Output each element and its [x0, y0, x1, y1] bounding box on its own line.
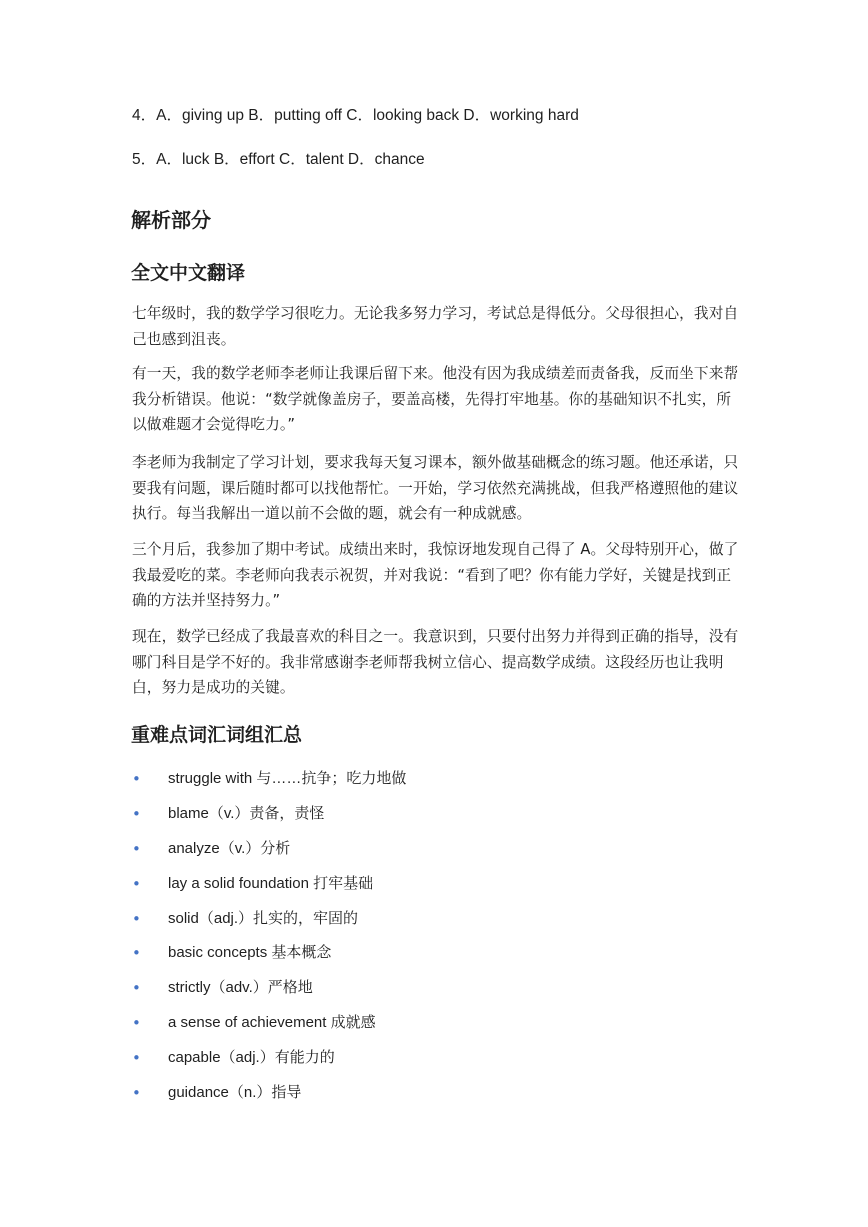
- vocab-item: [132, 901, 406, 936]
- vocab-heading: 重难点词汇词组汇总: [131, 724, 303, 746]
- bullet-icon: •: [132, 874, 141, 893]
- translation-paragraph-2: 有一天，我的数学老师李老师让我课后留下来。他没有因为我成绩差而责备我，反而坐下来帮我分析错误。他说：“数学就像盖房子，要盖高楼，先得打牢地基。你的基础知识不扎实，所以做难题才会觉得吃力。”: [132, 365, 739, 433]
- question-5-options: 5．A．luck B．effort C．talent D．chance: [132, 151, 425, 168]
- vocab-item: [132, 866, 406, 901]
- question-4-options: 4．A．giving up B．putting off C．looking back D．working hard: [132, 107, 579, 124]
- vocab-item-text: solid（adj.）扎实的，牢固的: [168, 909, 359, 927]
- vocab-item: [132, 1006, 406, 1041]
- vocab-list: [132, 762, 406, 1110]
- vocab-item-text: capable（adj.）有能力的: [168, 1048, 335, 1066]
- bullet-icon: •: [132, 944, 141, 963]
- bullet-icon: •: [132, 770, 141, 789]
- vocab-item: [132, 971, 406, 1006]
- bullet-icon: •: [132, 979, 141, 998]
- vocab-item: [132, 797, 406, 832]
- bullet-icon: •: [132, 1048, 141, 1067]
- bullet-icon: •: [132, 909, 141, 928]
- bullet-icon: •: [132, 1083, 141, 1102]
- vocab-item: [132, 1075, 406, 1110]
- vocab-item: [132, 1040, 406, 1075]
- vocab-item-text: blame（v.）责备，责怪: [168, 805, 325, 823]
- vocab-item-text: analyze（v.）分析: [168, 839, 291, 857]
- translation-paragraph-3: 李老师为我制定了学习计划，要求我每天复习课本，额外做基础概念的练习题。他还承诺，只要我有问题，课后随时都可以找他帮忙。一开始，学习依然充满挑战，但我严格遵照他的建议执行。每当我解出一道以前不会做的题，就会有一种成就感。: [132, 454, 739, 522]
- analysis-heading: 解析部分: [131, 208, 211, 232]
- bullet-icon: •: [132, 805, 141, 824]
- vocab-item-text: basic concepts 基本概念: [168, 944, 332, 962]
- vocab-item: [132, 936, 406, 971]
- vocab-item: [132, 832, 406, 867]
- vocab-item-text: lay a solid foundation 打牢基础: [168, 874, 374, 892]
- translation-paragraph-4: 三个月后，我参加了期中考试。成绩出来时，我惊讶地发现自己得了 A。父母特别开心，做了我最爱吃的菜。李老师向我表示祝贺，并对我说：“看到了吧？你有能力学好，关键是找到正确的方法并坚持努力。”: [132, 541, 739, 609]
- translation-paragraph-1: 七年级时，我的数学学习很吃力。无论我多努力学习，考试总是得低分。父母很担心，我对自己也感到沮丧。: [132, 305, 739, 348]
- translation-paragraph-5: 现在，数学已经成了我最喜欢的科目之一。我意识到，只要付出努力并得到正确的指导，没有哪门科目是学不好的。我非常感谢李老师帮我树立信心、提高数学成绩。这段经历也让我明白，努力是成功的关键。: [132, 628, 739, 696]
- bullet-icon: •: [132, 1013, 141, 1032]
- vocab-item-text: struggle with 与……抗争；吃力地做: [168, 770, 407, 788]
- vocab-item: [132, 762, 406, 797]
- vocab-item-text: guidance（n.）指导: [168, 1083, 302, 1101]
- vocab-item-text: a sense of achievement 成就感: [168, 1013, 376, 1031]
- vocab-item-text: strictly（adv.）严格地: [168, 979, 313, 997]
- bullet-icon: •: [132, 839, 141, 858]
- translation-heading: 全文中文翻译: [131, 262, 246, 284]
